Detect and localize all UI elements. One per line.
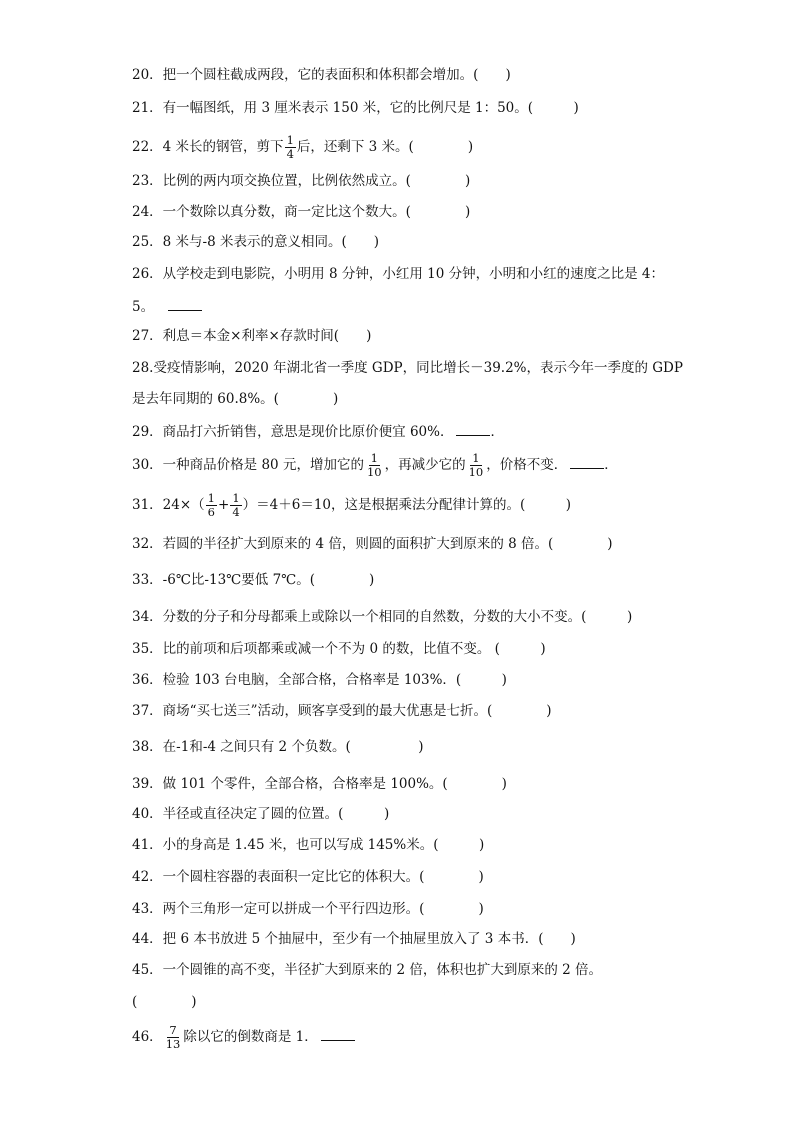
- question-28-line2: 是去年同期的 60.8%。( ): [132, 391, 339, 407]
- question-20: 20．把一个圆柱截成两段，它的表面积和体积都会增加。( ): [132, 67, 511, 83]
- question-40: 40．半径或直径决定了圆的位置。( ): [132, 806, 390, 822]
- question-26-line1: 26．从学校走到电影院，小明用 8 分钟，小红用 10 分钟，小明和小红的速度之比是 4：: [132, 266, 664, 282]
- question-44: 44．把 6 本书放进 5 个抽屉中，至少有一个抽屉里放入了 3 本书．( ): [132, 931, 576, 947]
- fraction: $\frac{7}{13}$: [165, 1023, 181, 1051]
- answer-blank[interactable]: [456, 422, 490, 436]
- question-35: 35．比的前项和后项都乘或减一个不为 0 的数，比值不变。 ( ): [132, 641, 546, 657]
- question-45-line1: 45．一个圆锥的高不变，半径扩大到原来的 2 倍，体积也扩大到原来的 2 倍。: [132, 962, 603, 978]
- fraction: $\frac{1}{4}$: [232, 491, 240, 519]
- fraction: $\frac{1}{6}$: [207, 491, 215, 519]
- fraction: $\frac{1}{4}$: [286, 133, 294, 161]
- question-34: 34．分数的分子和分母都乘上或除以一个相同的自然数，分数的大小不变。( ): [132, 609, 633, 625]
- question-36: 36．检验 103 台电脑，全部合格，合格率是 103%．( ): [132, 672, 507, 688]
- fraction: $\frac{1}{10}$: [366, 451, 382, 479]
- question-39: 39．做 101 个零件，全部合格，合格率是 100%。( ): [132, 776, 507, 792]
- question-43: 43．两个三角形一定可以拼成一个平行四边形。( ): [132, 901, 484, 917]
- question-27: 27．利息＝本金×利率×存款时间( ): [132, 328, 372, 344]
- question-24: 24．一个数除以真分数，商一定比这个数大。( ): [132, 204, 471, 220]
- answer-blank[interactable]: [570, 455, 604, 469]
- question-25: 25．8 米与-8 米表示的意义相同。( ): [132, 234, 380, 250]
- question-32: 32．若圆的半径扩大到原来的 4 倍，则圆的面积扩大到原来的 8 倍。( ): [132, 536, 613, 552]
- question-33: 33．-6℃比-13℃要低 7℃。( ): [132, 572, 375, 588]
- question-30: 30．一种商品价格是 80 元，增加它的 $\frac{1}{10}$ ，再减少它的 $\frac{1}{10}$ ，价格不变． ．: [132, 451, 618, 479]
- question-28-line1: 28.受疫情影响，2020 年湖北省一季度 GDP，同比增长－39.2%，表示今年一季度的 GDP: [132, 360, 683, 376]
- question-46: 46． $\frac{7}{13}$ 除以它的倒数商是 1．: [132, 1024, 355, 1051]
- question-29: 29．商品打六折销售，意思是现价比原价便宜 60%． ．: [132, 424, 504, 440]
- answer-blank[interactable]: [168, 297, 202, 311]
- question-31: 31．24×（ $\frac{1}{6}$ + $\frac{1}{4}$ ）＝4＋6＝10，这是根据乘法分配律计算的。( ): [132, 491, 572, 519]
- question-23: 23．比例的两内项交换位置，比例依然成立。( ): [132, 173, 471, 189]
- question-45-line2: ( ): [132, 994, 197, 1010]
- question-26-line2: 5。: [132, 297, 202, 316]
- question-41: 41．小的身高是 1.45 米，也可以写成 145%米。( ): [132, 837, 485, 853]
- question-37: 37．商场“买七送三”活动，顾客享受到的最大优惠是七折。( ): [132, 703, 552, 719]
- fraction: $\frac{1}{10}$: [468, 451, 484, 479]
- question-42: 42．一个圆柱容器的表面积一定比它的体积大。( ): [132, 869, 484, 885]
- question-21: 21．有一幅图纸，用 3 厘米表示 150 米，它的比例尺是 1：50。( ): [132, 100, 579, 116]
- question-22: 22．4 米长的钢管，剪下 $\frac{1}{4}$ 后，还剩下 3 米。( ): [132, 133, 474, 161]
- question-38: 38．在-1和-4 之间只有 2 个负数。( ): [132, 739, 424, 755]
- answer-blank[interactable]: [321, 1027, 355, 1041]
